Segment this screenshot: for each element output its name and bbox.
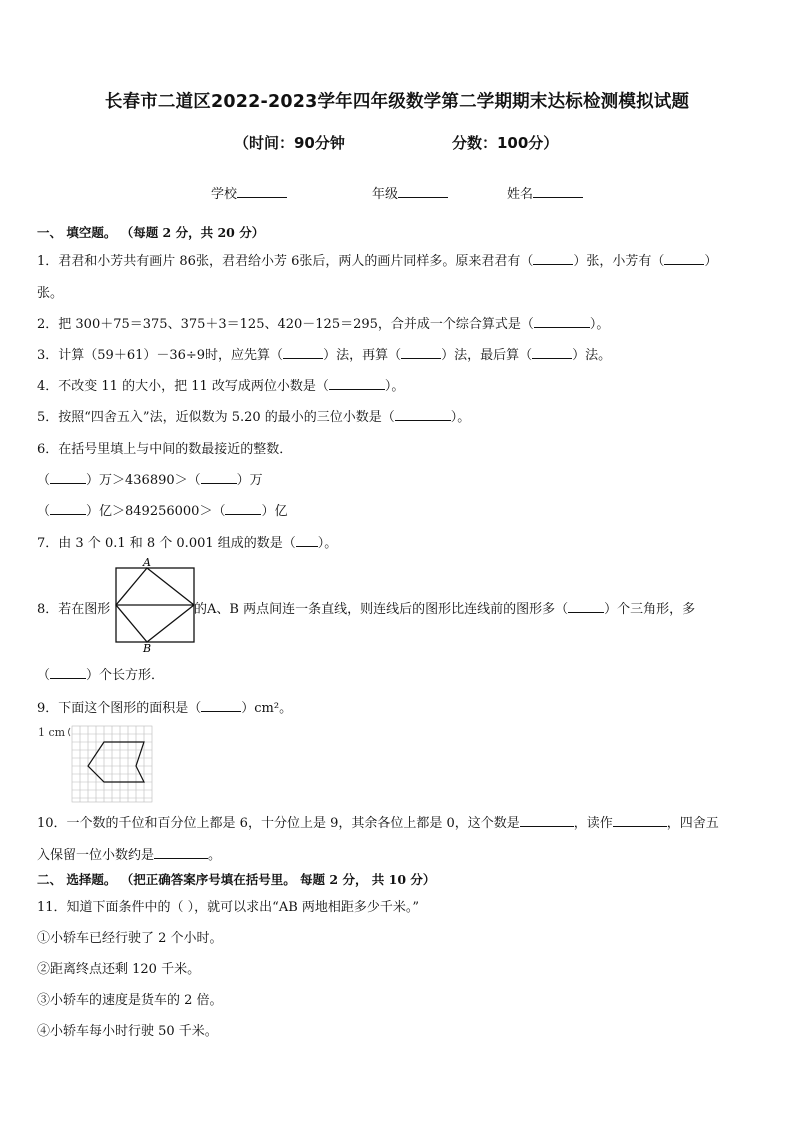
grade-blank[interactable] — [398, 184, 448, 198]
question-10 — [37, 812, 719, 831]
question-9 — [37, 697, 292, 716]
question-4 — [37, 375, 404, 394]
q10-blank-1[interactable] — [520, 813, 574, 827]
q10-blank-2[interactable] — [613, 813, 667, 827]
q8-blank-2[interactable] — [50, 666, 86, 679]
question-10-cont — [37, 844, 221, 863]
q3-blank-1[interactable] — [283, 346, 323, 359]
q1-blank-1[interactable] — [533, 252, 573, 265]
q8-text-a: 8．若在图形 — [37, 602, 111, 617]
school-field[interactable] — [211, 183, 287, 202]
q7-end: ）。 — [317, 536, 338, 551]
question-5 — [37, 406, 470, 425]
q5-end: ）。 — [450, 410, 471, 425]
q6b-open: （ — [37, 504, 51, 519]
q5-text: 5．按照“四舍五入”法，近似数为 5.20 的最小的三位小数是（ — [37, 410, 395, 425]
fig8-label-b: B — [143, 642, 152, 652]
name-label: 姓名 — [507, 187, 534, 202]
q6b-end: ）亿 — [261, 504, 288, 519]
q10-text-c: ，四舍五 — [666, 816, 719, 831]
question-2 — [37, 313, 609, 332]
q9-text: 9．下面这个图形的面积是（ — [37, 701, 202, 716]
q9-end: ）cm²。 — [241, 701, 293, 716]
q3-text-a: 3．计算（59＋61）－36÷9时，应先算（ — [37, 348, 284, 363]
question-8 — [37, 598, 110, 617]
q10-blank-3[interactable] — [154, 845, 208, 859]
q4-end: ）。 — [384, 379, 405, 394]
section-1-heading: 一、 填空题。 （每题 2 分，共 20 分） — [37, 225, 265, 240]
time-label: （时间：90分钟 — [234, 134, 345, 152]
option-1[interactable]: ①小轿车已经行驶了 2 个小时。 — [37, 931, 223, 946]
q8-open: （ — [37, 668, 51, 683]
q8-blank-1[interactable] — [568, 600, 604, 613]
q3-text-d: ）法。 — [572, 348, 612, 363]
q9-blank[interactable] — [201, 699, 241, 712]
fig8-label-a: A — [143, 556, 151, 569]
question-3 — [37, 344, 611, 363]
name-field[interactable] — [507, 183, 583, 202]
q1-text-b: ）张，小芳有（ — [573, 254, 665, 269]
q4-text: 4．不改变 11 的大小，把 11 改写成两位小数是（ — [37, 379, 329, 394]
grade-field[interactable] — [372, 183, 448, 202]
q6a-mid: ）万＞436890＞（ — [86, 473, 201, 488]
q2-end: ）。 — [589, 317, 610, 332]
q6a-blank-2[interactable] — [201, 471, 237, 484]
section-2-heading: 二、 选择题。 （把正确答案序号填在括号里。 每题 2 分， 共 10 分） — [37, 872, 436, 887]
q10-text-e: 。 — [208, 848, 222, 863]
q3-text-c: ）法，最后算（ — [441, 348, 533, 363]
question-7 — [37, 532, 337, 551]
question-1-cont: 张。 — [37, 286, 64, 301]
q9-grid-figure — [66, 722, 156, 804]
q8-text-d: ）个长方形． — [86, 668, 165, 683]
school-blank[interactable] — [237, 184, 287, 198]
q6b-mid: ）亿＞849256000＞（ — [86, 504, 226, 519]
question-8-b — [194, 598, 695, 617]
q10-text-d: 入保留一位小数约是 — [37, 848, 155, 863]
grade-label: 年级 — [372, 187, 399, 202]
option-2[interactable]: ②距离终点还剩 120 千米。 — [37, 962, 201, 977]
q1-text-c: ） — [704, 254, 718, 269]
name-blank[interactable] — [533, 184, 583, 198]
q7-blank[interactable] — [296, 534, 318, 547]
q6b-blank-2[interactable] — [225, 502, 261, 515]
question-11: 11．知道下面条件中的（ ），就可以求出“AB 两地相距多少千米。” — [37, 900, 420, 915]
q7-text: 7．由 3 个 0.1 和 8 个 0.001 组成的数是（ — [37, 536, 296, 551]
question-6-row-2 — [37, 500, 287, 519]
q6a-blank-1[interactable] — [50, 471, 86, 484]
q4-blank[interactable] — [329, 377, 385, 390]
q3-blank-2[interactable] — [401, 346, 441, 359]
q6b-blank-1[interactable] — [50, 502, 86, 515]
q8-text-c: ）个三角形，多 — [604, 602, 696, 617]
option-4[interactable]: ④小轿车每小时行驶 50 千米。 — [37, 1024, 218, 1039]
question-8-cont — [37, 664, 164, 683]
grid-scale-label: 1 cm — [38, 726, 66, 739]
q1-blank-2[interactable] — [664, 252, 704, 265]
q2-text: 2．把 300＋75＝375、375＋3＝125、420－125＝295，合并成一个综合算式是（ — [37, 317, 534, 332]
question-6: 6．在括号里填上与中间的数最接近的整数． — [37, 442, 293, 457]
option-3[interactable]: ③小轿车的速度是货车的 2 倍。 — [37, 993, 223, 1008]
q8-figure — [112, 556, 200, 652]
question-6-row-1 — [37, 469, 263, 488]
q1-text-a: 1．君君和小芳共有画片 86张，君君给小芳 6张后，两人的画片同样多。原来君君有（ — [37, 254, 534, 269]
q5-blank[interactable] — [395, 408, 451, 421]
q2-blank[interactable] — [534, 315, 590, 328]
q10-text-a: 10．一个数的千位和百分位上都是 6，十分位上是 9，其余各位上都是 0，这个数是 — [37, 816, 520, 831]
q6a-end: ）万 — [236, 473, 263, 488]
q3-text-b: ）法，再算（ — [323, 348, 402, 363]
school-label: 学校 — [211, 187, 238, 202]
q3-blank-3[interactable] — [532, 346, 572, 359]
page-title: 长春市二道区2022-2023学年四年级数学第二学期期末达标检测模拟试题 — [104, 92, 690, 112]
score-label: 分数：100分） — [452, 134, 559, 152]
q8-text-b: 的A、B 两点间连一条直线，则连线后的图形比连线前的图形多（ — [194, 602, 569, 617]
q10-text-b: ，读作 — [573, 816, 613, 831]
question-1 — [37, 250, 717, 269]
q6a-open: （ — [37, 473, 51, 488]
